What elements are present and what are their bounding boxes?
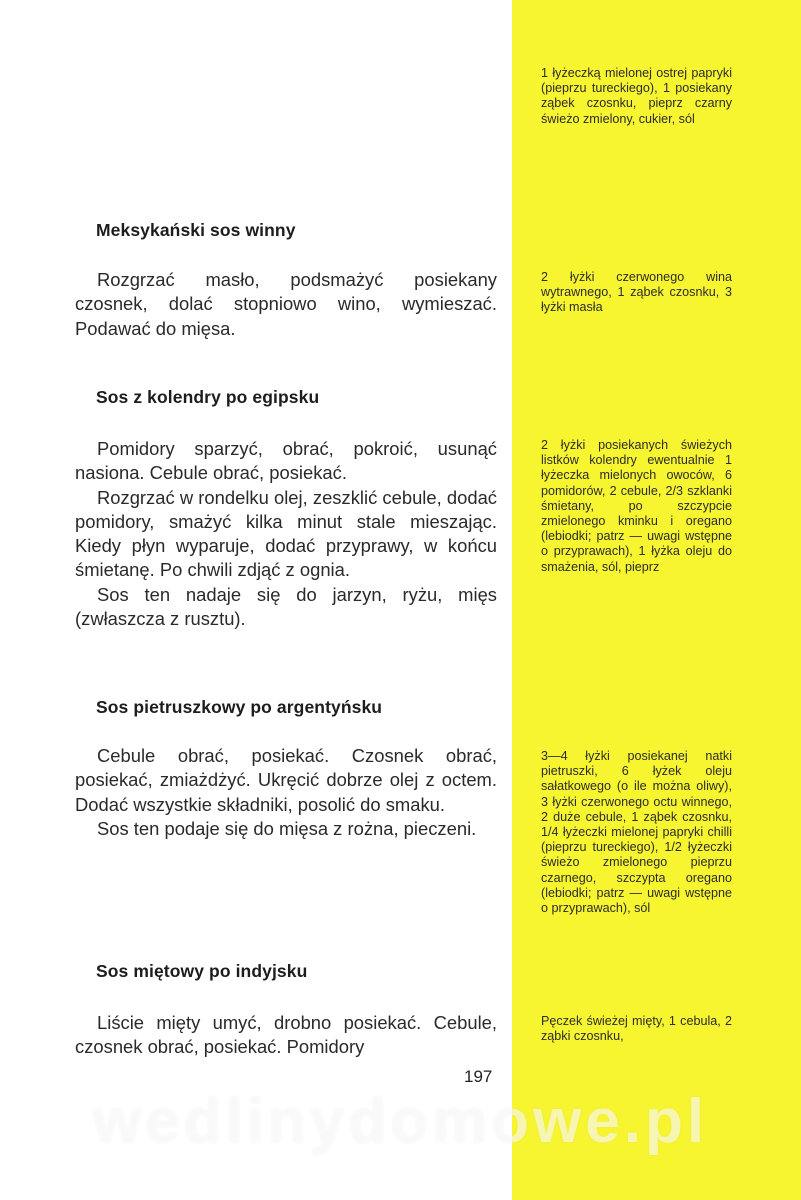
recipe-body-indian-mint-sauce — [75, 1011, 497, 1060]
recipe-paragraph: Liście mięty umyć, drobno posiekać. Cebule, czosnek obrać, posiekać. Pomidory — [75, 1012, 497, 1058]
ingredients-mexican-wine-sauce: 2 łyżki czerwonego wina wytrawnego, 1 ząbek czosnku, 3 łyżki masła — [541, 270, 732, 315]
ingredients-egyptian-coriander-sauce: 2 łyżki posiekanych świeżych listków kolendry ewentualnie 1 łyżeczka mielonych owoców, 6 pomidorów, 2 cebule, 2/3 szklanki śmietany, po szczypcie zmielonego kminku i oregano (lebiodki; patrz — uwagi wstępne o przyprawach), 1 łyżka oleju do smażenia, sól, pieprz — [541, 438, 732, 574]
recipe-title-egyptian-coriander-sauce: Sos z kolendry po egipsku — [96, 387, 320, 407]
recipe-title-indian-mint-sauce: Sos miętowy po indyjsku — [96, 961, 308, 981]
recipe-paragraph: Rozgrzać w rondelku olej, zeszklić cebule, dodać pomidory, smażyć kilka minut stale mieszając. Kiedy płyn wyparuje, dodać przyprawy, w końcu śmietanę. Po chwili zdjąć z ognia. — [75, 486, 497, 581]
recipe-body-mexican-wine-sauce — [75, 268, 497, 341]
recipe-title-argentinian-parsley-sauce: Sos pietruszkowy po argentyńsku — [96, 697, 383, 717]
recipe-paragraph: Pomidory sparzyć, obrać, pokroić, usunąć nasiona. Cebule obrać, posiekać. — [75, 438, 497, 484]
recipe-paragraph: Sos ten podaje się do mięsa z rożna, pieczeni. — [97, 817, 477, 839]
recipe-paragraph: Cebule obrać, posiekać. Czosnek obrać, posiekać, zmiażdżyć. Ukręcić dobrze olej z octem. Dodać wszystkie składniki, posolić do smaku. — [75, 745, 497, 815]
watermark: wedlinydomowe.pl — [92, 1087, 709, 1156]
ingredients-indian-mint-sauce: Pęczek świeżej mięty, 1 cebula, 2 ząbki czosnku, — [541, 1014, 732, 1044]
recipe-paragraph: Rozgrzać masło, podsmażyć posiekany czosnek, dolać stopniowo wino, wymieszać. Podawać do mięsa. — [75, 269, 497, 339]
recipe-paragraph: Sos ten nadaje się do jarzyn, ryżu, mięs (zwłaszcza z rusztu). — [75, 583, 497, 630]
page-number: 197 — [464, 1067, 493, 1086]
ingredients-argentinian-parsley-sauce: 3—4 łyżki posiekanej natki pietruszki, 6 łyżek oleju sałatkowego (o ile można oliwy), 3 łyżki czerwonego octu winnego, 2 duże cebule, 1 ząbek czosnku, 1/4 łyżeczki mielonej papryki chilli (pieprzu tureckiego), 1/2 łyżeczki świeżo zmielonego pieprzu czarnego, szczypta oregano (lebiodki; patrz — uwagi wstępne o przyprawach), sól — [541, 749, 732, 916]
sidebar-top-ingredients: 1 łyżeczką mielonej ostrej papryki (pieprzu tureckiego), 1 posiekany ząbek czosnku, pieprz czarny świeżo zmielony, cukier, sól — [541, 66, 732, 126]
recipe-body-argentinian-parsley-sauce — [75, 744, 497, 841]
recipe-body-egyptian-coriander-sauce — [75, 437, 497, 631]
recipe-title-mexican-wine-sauce: Meksykański sos winny — [96, 220, 296, 240]
